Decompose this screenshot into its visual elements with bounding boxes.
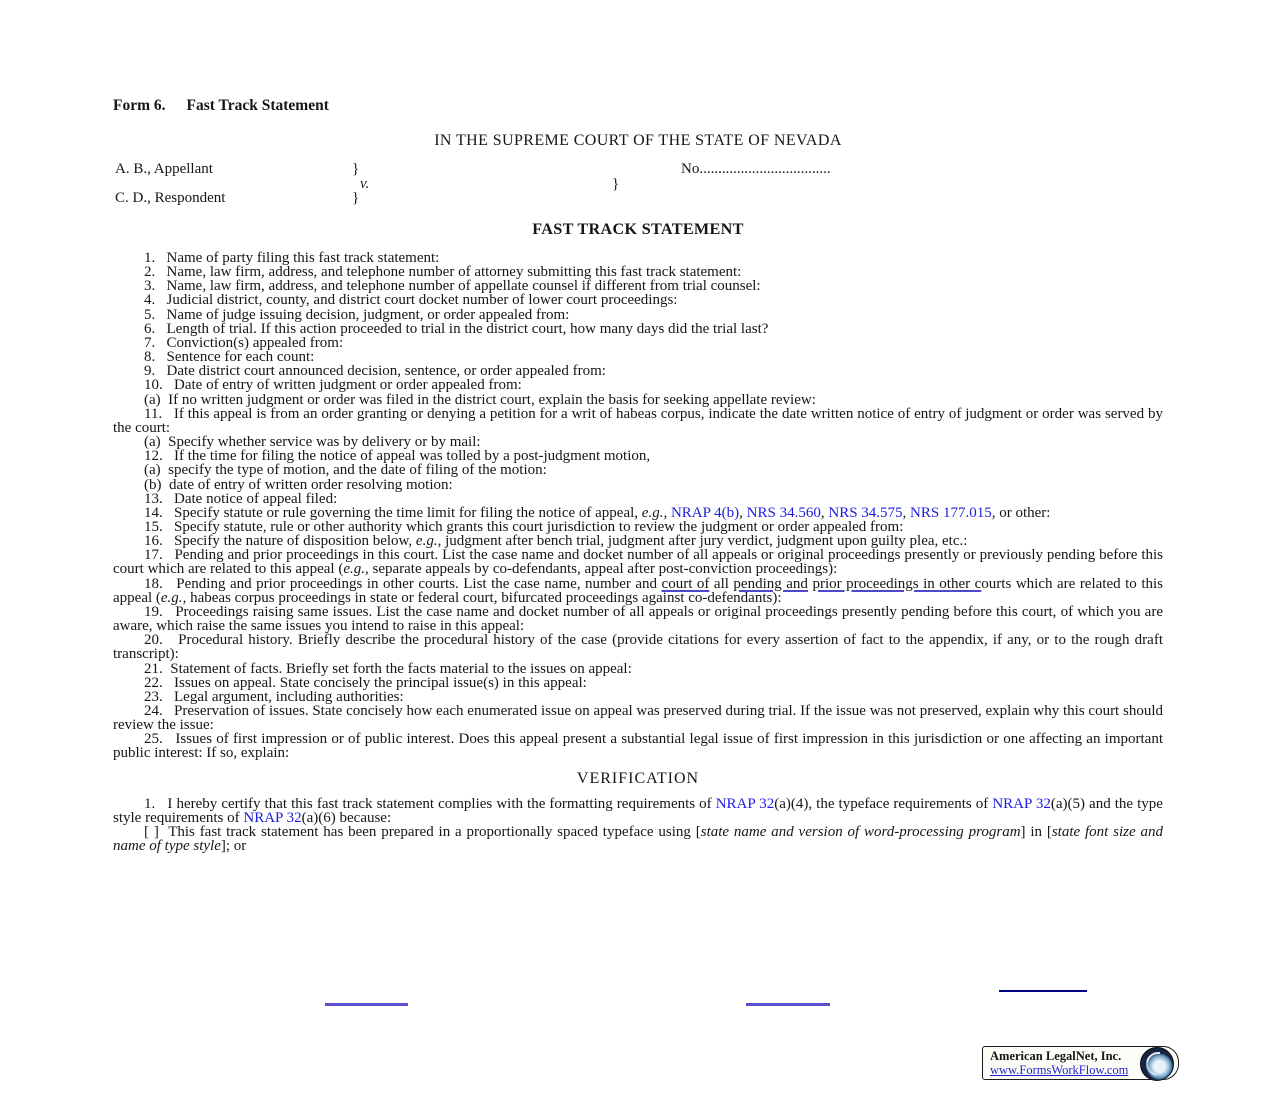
- statement-item: [113, 506, 1163, 520]
- formsworkflow-link[interactable]: www.FormsWorkFlow.com: [990, 1063, 1129, 1077]
- text-segment: ,: [663, 504, 671, 521]
- statement-item: [113, 336, 1163, 350]
- verification-list: [113, 797, 1163, 854]
- badge-text: [990, 1049, 1128, 1077]
- text-segment: pending and: [733, 575, 808, 592]
- statement-item: [113, 393, 1163, 407]
- statement-item: [113, 704, 1163, 732]
- statement-item: [113, 265, 1163, 279]
- statement-item: [113, 605, 1163, 633]
- text-segment: (a)(6) because:: [301, 809, 392, 826]
- form-heading: [113, 97, 1163, 115]
- text-segment: 3. Name, law firm, address, and telephone number of appellate counsel if different from trial counsel:: [144, 278, 761, 295]
- statement-item: [113, 308, 1163, 322]
- statement-item: [113, 690, 1163, 704]
- text-segment: ]; or: [220, 838, 247, 855]
- caption-brace: }: [352, 190, 360, 206]
- text-segment: 4. Judicial district, county, and district court docket number of lower court proceedings:: [144, 292, 678, 309]
- text-segment: (a) specify the type of motion, and the date of filing of the motion:: [144, 462, 547, 479]
- text-segment: 23. Legal argument, including authorities:: [144, 688, 404, 705]
- statement-item: [113, 364, 1163, 378]
- text-segment: 22. Issues on appeal. State concisely the principal issue(s) in this appeal:: [144, 674, 587, 691]
- text-segment: 14. Specify statute or rule governing the time limit for filing the notice of appeal,: [144, 504, 642, 521]
- text-segment: 15. Specify statute, rule or other authority which grants this court jurisdiction to review the judgment or order appealed from:: [144, 518, 904, 535]
- text-segment: 16. Specify the nature of disposition below,: [144, 533, 416, 550]
- caption-brace: }: [612, 176, 620, 192]
- statute-rule-link[interactable]: NRAP 4(b): [670, 504, 740, 521]
- text-segment: 9. Date district court announced decision, sentence, or order appealed from:: [144, 363, 606, 380]
- text-segment: e.g.: [641, 504, 664, 521]
- text-segment: 24. Preservation of issues. State concisely how each enumerated issue on appeal was preserved during trial. If the issue was not preserved, explain why this court should review the issue:: [113, 703, 1163, 734]
- statement-item: [113, 662, 1163, 676]
- text-segment: state font size and name of type style: [113, 823, 1163, 855]
- statement-item: [113, 407, 1163, 435]
- globe-logo-icon: [1140, 1047, 1174, 1081]
- text-segment: (a)(4), the typeface requirements of: [774, 795, 993, 812]
- text-segment: 17. Pending and prior proceedings in this court. List the case name and docket number of all appeals or original proceedings presently or previously pending before this court which are related to this appeal (: [113, 547, 1163, 578]
- court-title: IN THE SUPREME COURT OF THE STATE OF NEVADA: [434, 132, 842, 149]
- form-name: Fast Track Statement: [186, 97, 329, 114]
- statement-item: [113, 577, 1163, 605]
- text-segment: prior proceedings in other c: [812, 575, 982, 592]
- blank-underline-right: [999, 990, 1087, 992]
- statement-item: [113, 534, 1163, 548]
- statement-item: [113, 732, 1163, 760]
- case-caption: [113, 161, 1163, 207]
- statement-item: [113, 676, 1163, 690]
- document-body: [113, 97, 1163, 853]
- text-segment: state name and version of word-processing program: [700, 823, 1021, 840]
- statement-item: [113, 322, 1163, 336]
- text-segment: (a)(5) and the type style requirements of: [113, 795, 1163, 826]
- text-segment: 2. Name, law firm, address, and telephone number of attorney submitting this fast track statement:: [144, 264, 742, 281]
- text-segment: (a) Specify whether service was by delivery or by mail:: [144, 434, 481, 451]
- text-segment: 11. If this appeal is from an order granting or denying a petition for a writ of habeas corpus, indicate the date written notice of entry of judgment or order was served by the court:: [113, 405, 1163, 436]
- text-segment: court of: [661, 575, 710, 592]
- text-segment: 10. Date of entry of written judgment or order appealed from:: [144, 377, 522, 394]
- text-segment: 1. Name of party filing this fast track statement:: [144, 250, 440, 266]
- text-segment: 21. Statement of facts. Briefly set forth the facts material to the issues on appeal:: [144, 660, 632, 677]
- text-segment: , or other:: [991, 504, 1051, 521]
- text-segment: 6. Length of trial. If this action proceeded to trial in the district court, how many days did the trial last?: [144, 320, 769, 337]
- versus-label: v.: [360, 176, 370, 192]
- statute-rule-link[interactable]: NRAP 32: [715, 795, 775, 812]
- blank-underline-middle: [746, 1003, 830, 1006]
- verification-item: [113, 797, 1163, 825]
- statement-item: [113, 548, 1163, 576]
- statement-item: [113, 251, 1163, 265]
- text-segment: e.g.: [415, 533, 438, 550]
- text-segment: (b) date of entry of written order resolving motion:: [144, 476, 453, 493]
- respondent-name: C. D., Respondent: [115, 190, 226, 206]
- text-segment: , separate appeals by co-defendants, appeal after post-conviction proceedings):: [365, 561, 838, 578]
- text-segment: ,: [739, 504, 747, 521]
- text-segment: 7. Conviction(s) appealed from:: [144, 334, 344, 351]
- statement-item: [113, 520, 1163, 534]
- text-segment: all: [709, 575, 734, 592]
- statute-rule-link[interactable]: NRS 177.015: [910, 504, 992, 521]
- verification-title: VERIFICATION: [576, 769, 700, 787]
- statement-item: [113, 378, 1163, 392]
- text-segment: (a) If no written judgment or order was filed in the district court, explain the basis for seeking appellate review:: [144, 391, 816, 408]
- text-segment: ourts which are related to this appeal (: [113, 575, 1163, 606]
- text-segment: ] in [: [1020, 823, 1052, 840]
- statute-rule-link[interactable]: NRS 34.560: [746, 504, 821, 521]
- statement-item: [113, 463, 1163, 477]
- statement-item: [113, 492, 1163, 506]
- form-number: Form 6.: [113, 97, 166, 114]
- text-segment: 12. If the time for filing the notice of appeal was tolled by a post-judgment motion,: [144, 448, 651, 465]
- text-segment: ,: [902, 504, 911, 521]
- text-segment: e.g.: [160, 589, 183, 606]
- statement-item: [113, 293, 1163, 307]
- statute-rule-link[interactable]: NRS 34.575: [828, 504, 903, 521]
- text-segment: 5. Name of judge issuing decision, judgment, or order appealed from:: [144, 306, 570, 323]
- caption-brace: }: [352, 161, 360, 177]
- document-title: FAST TRACK STATEMENT: [532, 220, 744, 238]
- text-segment: ,: [820, 504, 829, 521]
- text-segment: , habeas corpus proceedings in state or federal court, bifurcated proceedings against co-defendants):: [182, 589, 782, 606]
- statute-rule-link[interactable]: NRAP 32: [243, 809, 302, 826]
- statement-item: [113, 350, 1163, 364]
- american-legalnet-badge: [982, 1046, 1179, 1080]
- statement-item: [113, 478, 1163, 492]
- text-segment: 8. Sentence for each count:: [144, 349, 315, 366]
- text-segment: 20. Procedural history. Briefly describe the procedural history of the case (provide citations for every assertion of fact to the appendix, if any, or to the rough draft transcript):: [113, 632, 1163, 663]
- verification-item: [113, 825, 1163, 853]
- statute-rule-link[interactable]: NRAP 32: [992, 795, 1051, 812]
- blank-underline-left: [325, 1003, 408, 1006]
- appellant-name: A. B., Appellant: [115, 161, 213, 177]
- statement-item: [113, 633, 1163, 661]
- statement-item: [113, 435, 1163, 449]
- case-number-line: No...................................: [681, 161, 831, 177]
- text-segment: 25. Issues of first impression or of public interest. Does this appeal present a substantial legal issue of first impression in this jurisdiction or one affecting an important public interest: If so, explain:: [113, 731, 1163, 762]
- text-segment: e.g.: [343, 561, 365, 578]
- text-segment: [ ] This fast track statement has been prepared in a proportionally spaced typeface using [: [144, 823, 701, 840]
- statement-item: [113, 279, 1163, 293]
- text-segment: 1. I hereby certify that this fast track statement complies with the formatting requirements of: [144, 795, 716, 812]
- statement-list: [113, 251, 1163, 761]
- badge-company-name: American LegalNet, Inc.: [990, 1049, 1122, 1063]
- text-segment: 18. Pending and prior proceedings in other courts. List the case name, number and: [144, 575, 662, 592]
- text-segment: 19. Proceedings raising same issues. List the case name and docket number of all appeals or original proceedings presently pending before this court, of which you are aware, which raise the same issues you intend to raise in this appeal:: [113, 603, 1163, 635]
- statement-item: [113, 449, 1163, 463]
- text-segment: , judgment after bench trial, judgment after jury verdict, judgment upon guilty plea, etc.:: [437, 533, 968, 550]
- text-segment: 13. Date notice of appeal filed:: [144, 490, 338, 507]
